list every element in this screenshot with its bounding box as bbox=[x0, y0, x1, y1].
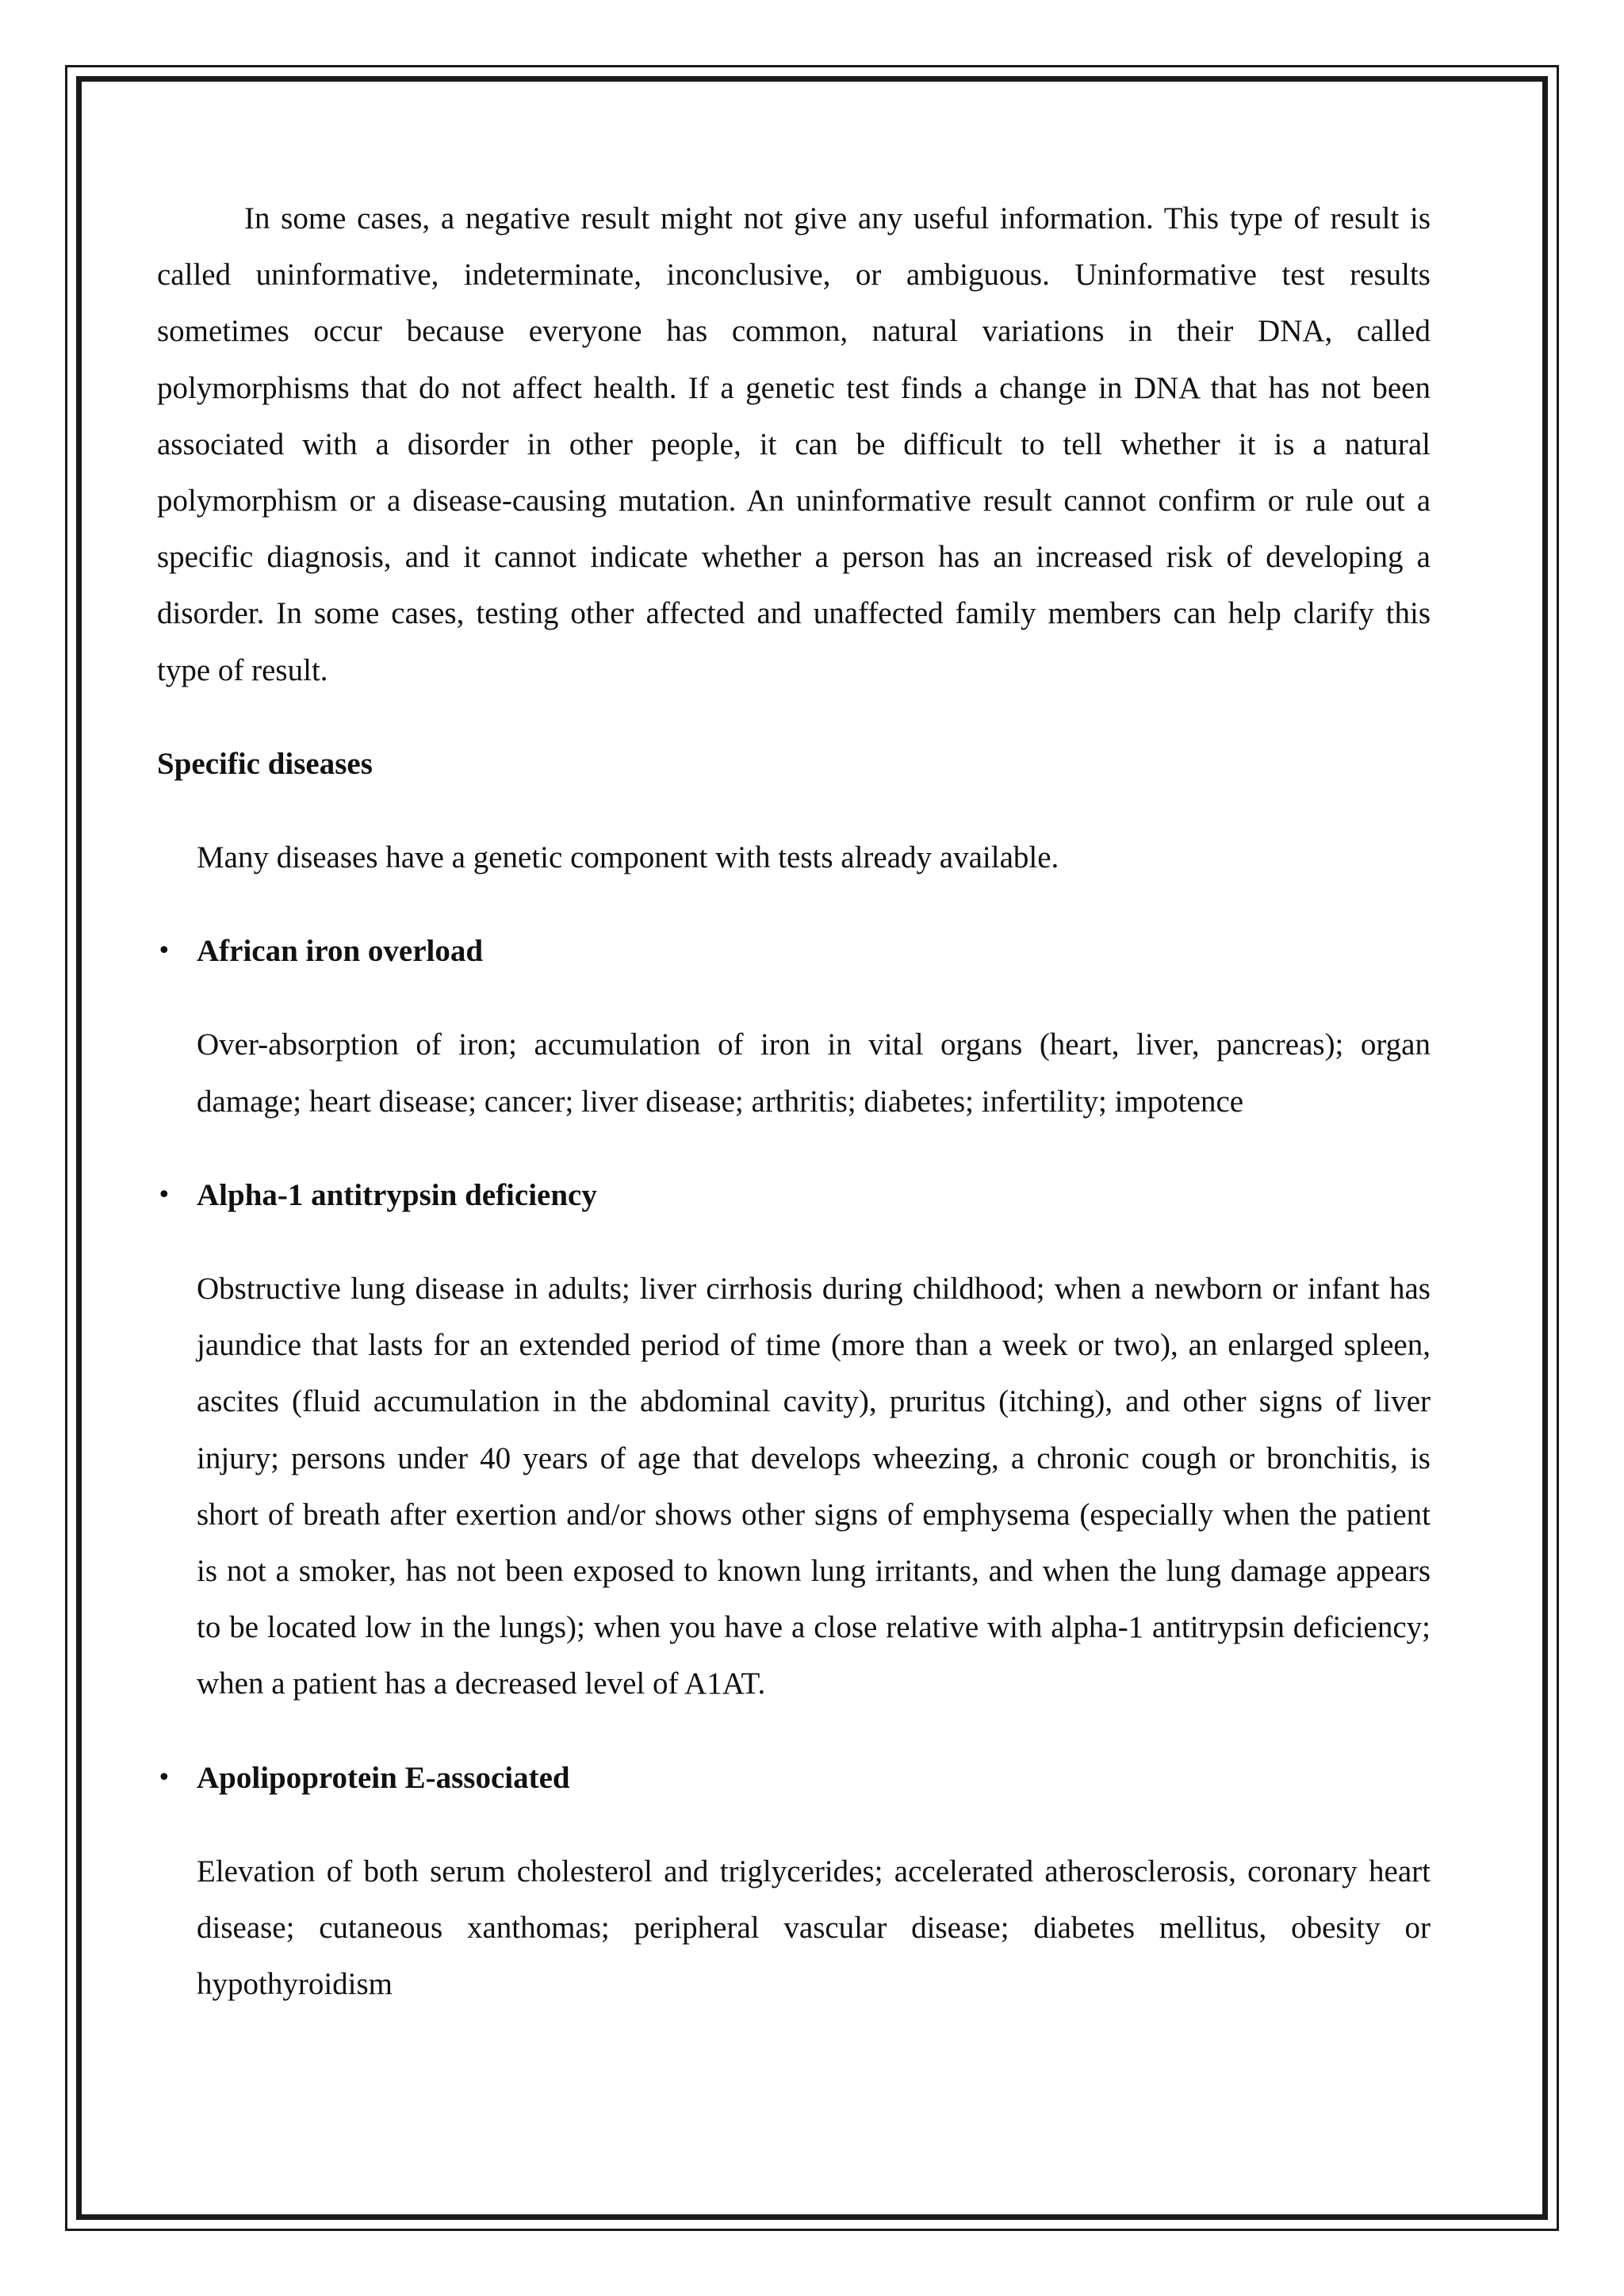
section-intro: Many diseases have a genetic component with tests already available. bbox=[197, 840, 1059, 875]
disease-list bbox=[157, 923, 1431, 2012]
disease-name bbox=[157, 1750, 1431, 1806]
bullet-icon: • bbox=[157, 937, 171, 966]
list-item bbox=[157, 1750, 1431, 2013]
disease-description: Elevation of both serum cholesterol and triglycerides; accelerated atherosclerosis, coronary heart disease; cutaneous xanthomas; peripheral vascular disease; diabetes mellitus, obesity or hypothyroidism bbox=[197, 1854, 1431, 2002]
intro-paragraph: In some cases, a negative result might not give any useful information. This type of result is called uninformative, indeterminate, inconclusive, or ambiguous. Uninformative test results sometimes occur because everyone has common, natural variations in their DNA, called polymorphisms that do not affect health. If a genetic test finds a change in DNA that has not been associated with a disorder in other people, it can be difficult to tell whether it is a natural polymorphism or a disease-causing mutation. An uninformative result cannot confirm or rule out a specific diagnosis, and it cannot indicate whether a person has an increased risk of developing a disorder. In some cases, testing other affected and unaffected family members can help clarify this type of result. bbox=[157, 201, 1431, 687]
disease-description: Obstructive lung disease in adults; liver cirrhosis during childhood; when a newborn or infant has jaundice that lasts for an extended period of time (more than a week or two), an enlarged spleen, ascites (fluid accumulation in the abdominal cavity), pruritus (itching), and other signs of liver injury; persons under 40 years of age that develops wheezing, a chronic cough or bronchitis, is short of breath after exertion and/or shows other signs of emphysema (especially when the patient is not a smoker, has not been exposed to known lung irritants, and when the lung damage appears to be located low in the lungs); when you have a close relative with alpha-1 antitrypsin deficiency; when a patient has a decreased level of A1AT. bbox=[197, 1272, 1431, 1701]
disease-description: Over-absorption of iron; accumulation of iron in vital organs (heart, liver, pancreas); organ damage; heart disease; cancer; liver disease; arthritis; diabetes; infertility; impotence bbox=[197, 1027, 1431, 1119]
disease-title: African iron overload bbox=[197, 934, 484, 969]
disease-name bbox=[157, 923, 1431, 979]
disease-title: Apolipoprotein E-associated bbox=[197, 1760, 570, 1795]
section-heading: Specific diseases bbox=[157, 746, 373, 781]
document-body bbox=[157, 190, 1431, 2012]
disease-title: Alpha-1 antitrypsin deficiency bbox=[197, 1177, 597, 1212]
list-item bbox=[157, 1167, 1431, 1712]
list-item bbox=[157, 923, 1431, 1130]
bullet-icon: • bbox=[157, 1763, 171, 1792]
bullet-icon: • bbox=[157, 1181, 171, 1209]
disease-name bbox=[157, 1167, 1431, 1223]
